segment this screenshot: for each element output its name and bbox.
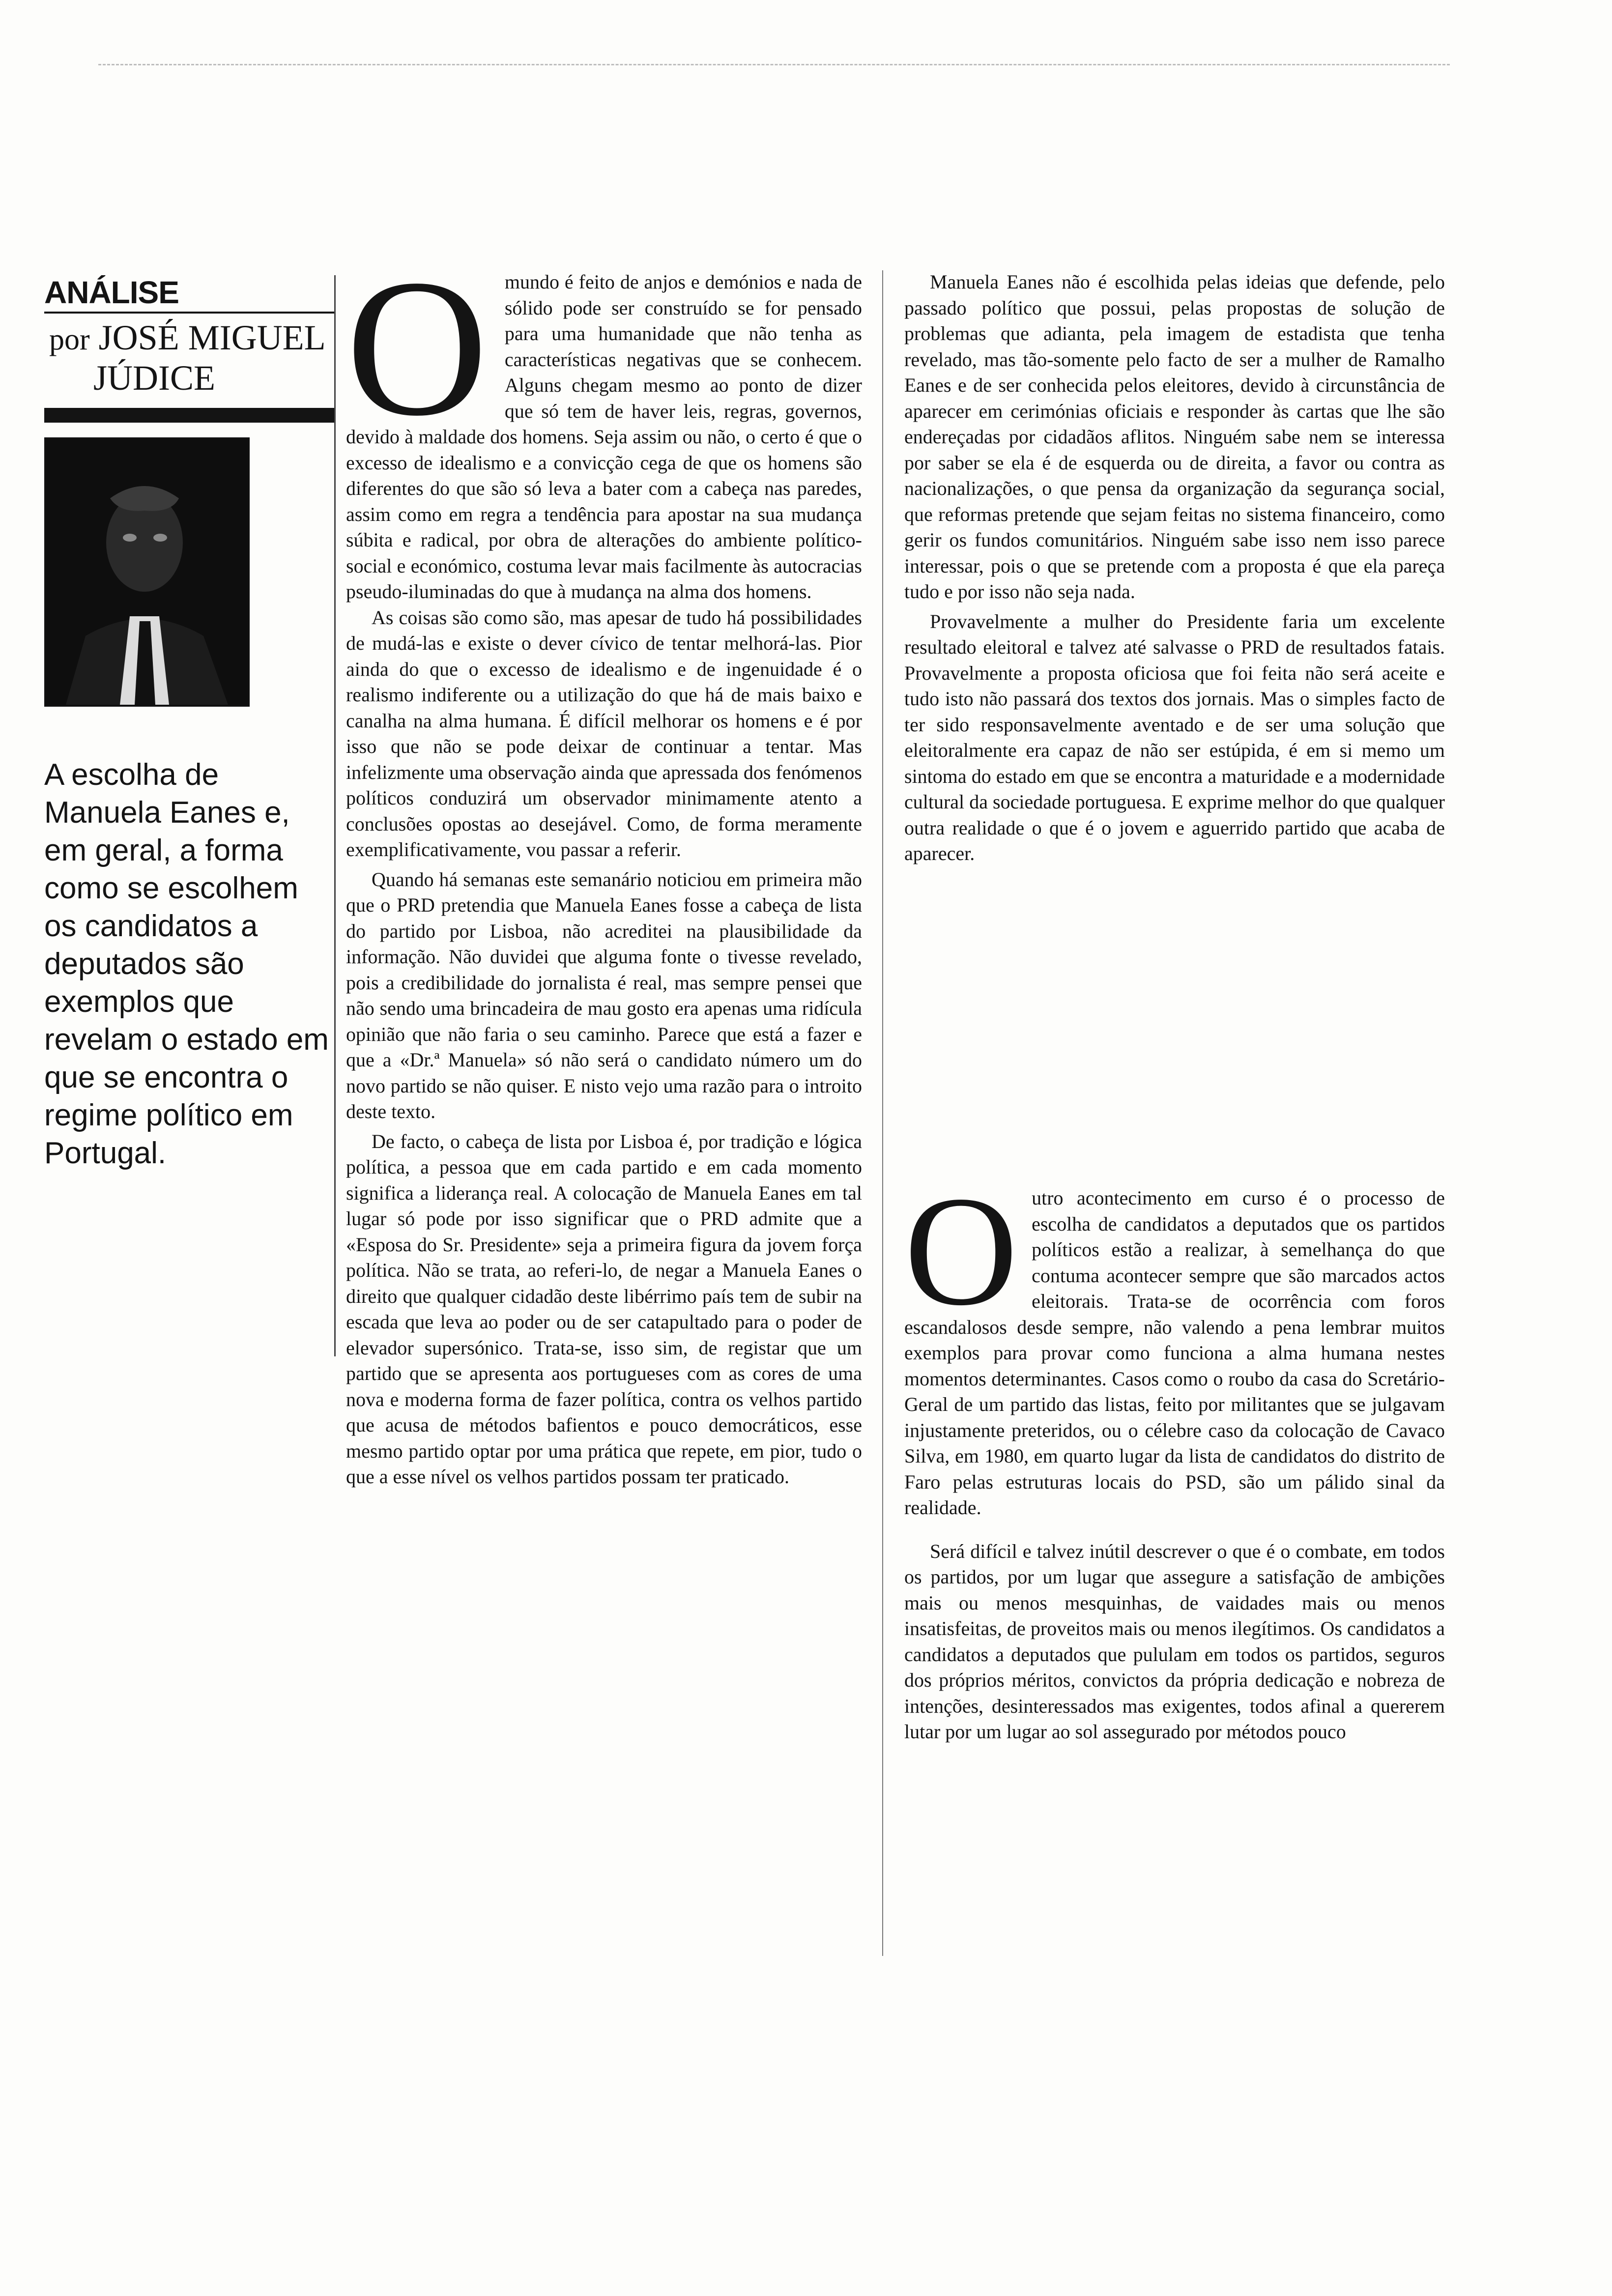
column-1-lead — [346, 239, 862, 605]
pull-quote — [44, 756, 334, 1172]
section-2-lead — [904, 1164, 1445, 1521]
author-portrait-icon — [46, 439, 248, 705]
paragraph: As coisas são como são, mas apesar de tudo há possibilidades de mudá-las e existe o dever cívico de tentar melhorá-las. Pior ainda do que o excesso de idealismo e de ingenuidade é o realismo indiferente ou a utilização do que há de mais baixo e canalha na alma humana. É difícil melhorar os homens e é por isso que não se pode deixar de continuar a tentar. Mas infelizmente uma observação ainda que apressada dos fenómenos políticos conduzirá um observador minimamente atento a conclusões opostas ao desejável. Como, de forma meramente exemplificativamente, vou passar a referir. — [346, 606, 862, 861]
sidebar-divider — [334, 275, 336, 1356]
article-column-1 — [346, 239, 862, 1490]
paragraph: Manuela Eanes não é escolhida pelas ideias que defende, pelo passado político que possui, pelas propostas de solução de problemas que adianta, pela imagem de estadista que tenha revelado, mas tão-somente pelo facto de ser a mulher de Ramalho Eanes e de ser conhecida pelos eleitores, devido à circunstância de aparecer em cerimónias oficiais e responder às cartas que lhe são endereçadas por cidadãos aflitos. Ninguém sabe nem se interessa por saber se ela é de esquerda ou de direita, a favor ou contra as nacionalizações, o que pensa da organização da segurança social, que reformas pretende que sejam feitas no sistema financeiro, como gerir os fundos comunitários. Ninguém sabe isso nem isso parece interessar, pois o que se pretende com a proposta é que ela pareça tudo e por isso não seja nada. — [904, 271, 1445, 603]
column-divider — [882, 270, 883, 1956]
pull-quote-text: A escolha de Manuela Eanes e, em geral, a forma como se escolhem os candidatos a deputados são exemplos que revelam o estado em que se encontra o regime político em Portugal. — [44, 758, 329, 1170]
paragraph: Quando há semanas este semanário noticiou em primeira mão que o PRD pretendia que Manuela Eanes fosse a cabeça de lista do partido por Lisboa, não acreditei na plausibilidade da informação. Não duvidei que alguma fonte o tivesse revelado, pois a credibilidade do jornalista é real, mas sempre pensei que não sendo uma brincadeira de mau gosto era apenas uma ridícula opinião que não faria o seu caminho. Parece que está a fazer e que a «Dr.ª Manuela» só não será o candidato número um do novo partido se não quiser. E nisto vejo uma razão para o introito deste texto. — [346, 868, 862, 1122]
page-top-rule — [98, 64, 1450, 65]
article-column-2 — [904, 269, 1445, 867]
paragraph: utro acontecimento em curso é o processo de escolha de candidatos a deputados que os partidos políticos estão a realizar, à semelhança do que contuma acontecer sempre que são marcados actos eleitorais. Trata-se de ocorrência com foros escandalosos desde sempre, não valendo a pena lembrar muitos exemplos para provar como funciona a alma humana nestes momentos determinantes. Casos como o roubo da casa do Scretário-Geral de um partido das listas, feito por militantes que se julgavam injustamente preteridos, ou o célebre caso da colocação de Cavaco Silva, em 1980, em quarto lugar da lista de candidatos do distrito de Faro pelas estruturas locais do PSD, são um pálido sinal da realidade. — [904, 1187, 1445, 1519]
byline-bar — [44, 408, 334, 423]
paragraph: Provavelmente a mulher do Presidente faria um excelente resultado eleitoral e talvez até salvasse o PRD de resultados fatais. Provavelmente a proposta oficiosa que foi feita não será aceite e tudo isto não passará dos textos dos jornais. Mas o simples facto de ter sido responsavelmente aventado e de ser uma solução que eleitoralmente era capaz de não ser estúpida, é em si memo um sintoma do estado em que se encontra a maturidade e a modernidade cultural da sociedade portuguesa. E exprime melhor do que qualquer outra realidade o que é o jovem e aguerrido partido que acaba de aparecer. — [904, 610, 1445, 864]
drop-cap: O — [904, 1164, 1018, 1338]
byline — [44, 318, 334, 397]
paragraph: Será difícil e talvez inútil descrever o que é o combate, em todos os partidos, por um lugar que assegure a satisfação de ambições mais ou menos mesquinhas, de vaidades mais ou menos insatisfeitas, de proveitos mais ou menos ilegítimos. Os candidatos a candidatos a deputados que pululam em todos os partidos, seguros dos próprios méritos, convictos da própria dedicação e nobreza de intenções, desinteressados mas exigentes, todos afinal a quererem lutar por um lugar ao sol assegurado por métodos pouco — [904, 1540, 1445, 1743]
paragraph: De facto, o cabeça de lista por Lisboa é, por tradição e lógica política, a pessoa que em cada partido e em cada momento significa a liderança real. A colocação de Manuela Eanes em tal lugar só pode por isso significar que o PRD admite que a «Esposa do Sr. Presidente» seja a primeira figura da jovem força política. Não se trata, ao referi-lo, de negar a Manuela Eanes o direito que qualquer cidadão deste libérrimo país tem de subir na escada que leva ao poder ou de ser catapultado para o poder de elevador supersónico. Trata-se, isso sim, de registar que um partido que se apresenta aos portugueses com as cores de uma nova e moderna forma de fazer política, contra os velhos partido que acusa de métodos bafientos e pouco democráticos, esse mesmo partido optar por uma prática que repete, em pior, tudo o que a esse nível os velhos partidos possam ter praticado. — [346, 1130, 862, 1488]
section-label: ANÁLISE — [44, 275, 179, 310]
section-rule — [44, 312, 334, 314]
author-name-line2: JÚDICE — [93, 358, 215, 398]
paragraph: mundo é feito de anjos e demónios e nada de sólido pode ser construído se for pensado para uma humanidade que não tenha as características negativas que se conhecem. Alguns chegam mesmo ao ponto de dizer que só tem de haver leis, regras, governos, devido à maldade dos homens. Seja assim ou não, o certo é que o excesso de idealismo e a convicção cega de que os homens são diferentes do que são só leva a bater com a cabeça nas paredes, assim como em regra a tendência para apostar na sua mudança súbita e radical, por obra de alterações do ambiente político-social e económico, costuma levar mais facilmente às autocracias pseudo-iluminadas do que à mudança na alma dos homens. — [346, 271, 862, 603]
author-photo — [44, 437, 250, 707]
drop-cap: O — [346, 239, 488, 457]
article-section-2 — [904, 1164, 1445, 1745]
author-name-line1: JOSÉ MIGUEL — [98, 318, 326, 357]
sidebar — [44, 275, 334, 1172]
byline-prefix: por — [49, 323, 90, 356]
